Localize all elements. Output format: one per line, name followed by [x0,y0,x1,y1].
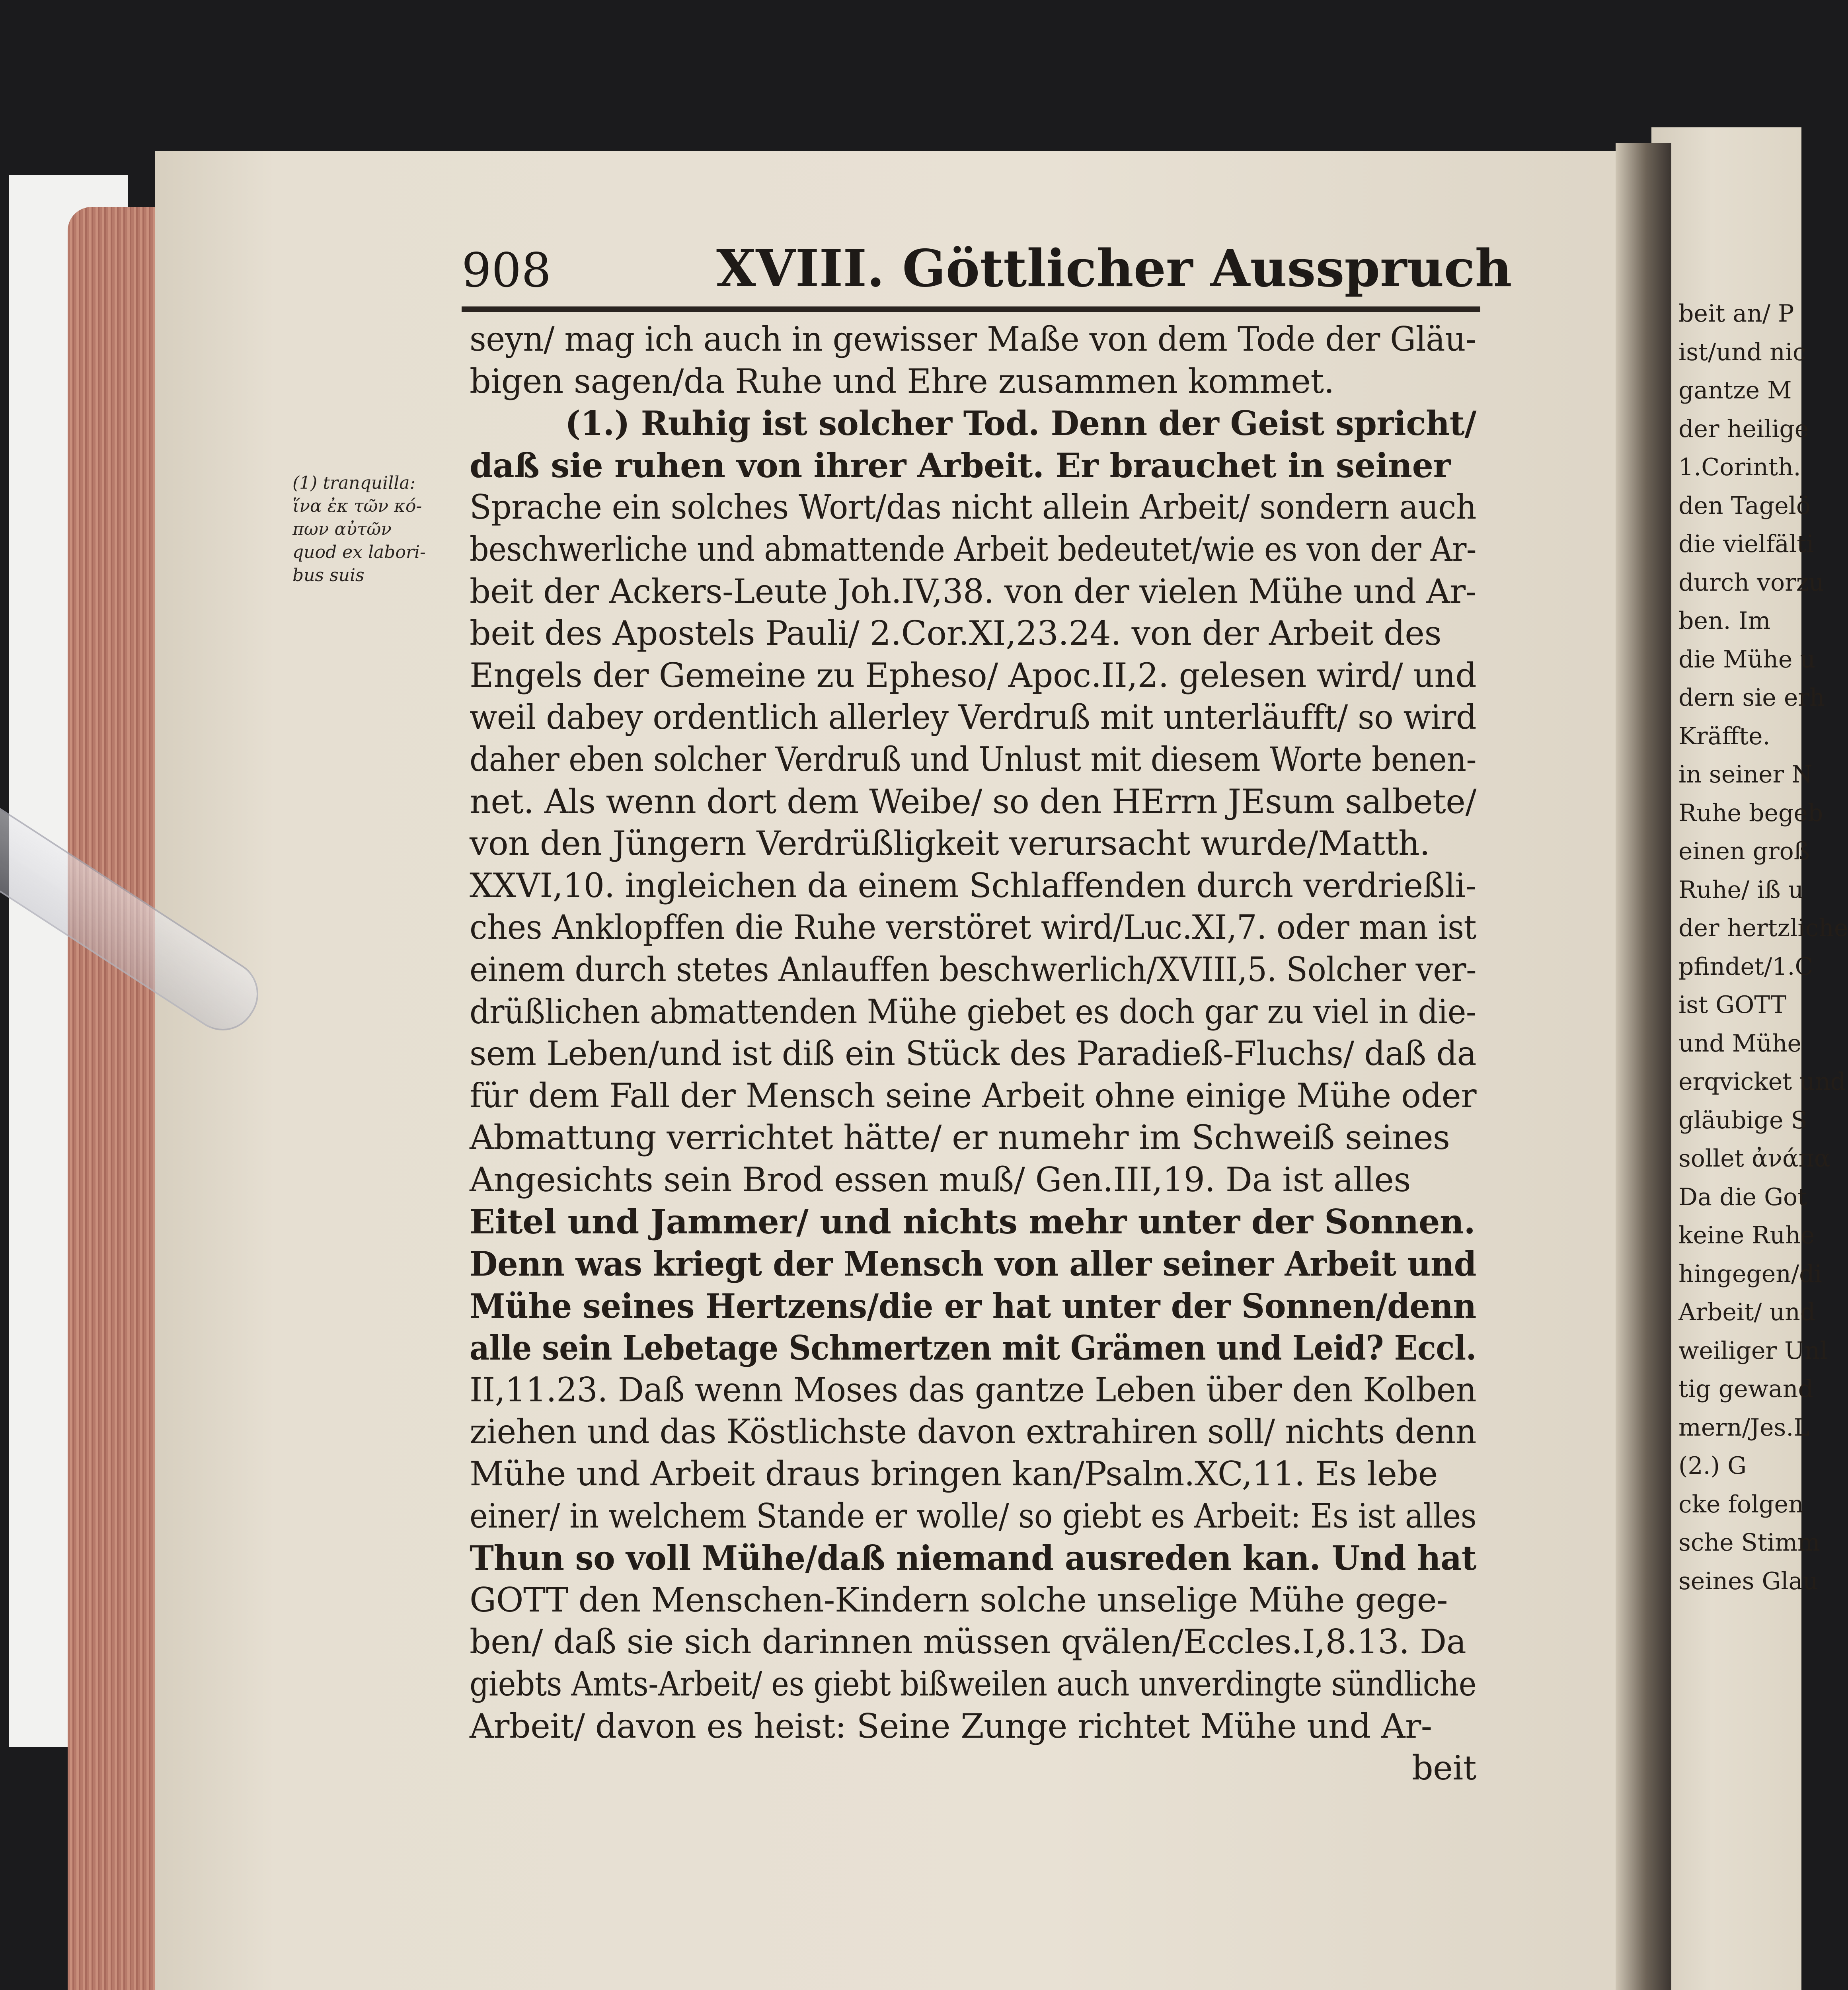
facing-text-line: die vielfälti [1678,530,1814,558]
facing-text-line: Ruhe/ iß u [1678,876,1804,904]
catchword: beit [1411,1748,1476,1788]
facing-text-line: mern/Jes.L [1678,1413,1810,1442]
marginal-note-line: πων αὐτῶν [292,519,392,539]
facing-text-line: ben. Im [1678,607,1771,635]
facing-text-line: durch vorzu [1678,568,1825,597]
text-line: Eitel und Jammer/ und nichts mehr unter der Sonnen. [470,1202,1476,1242]
facing-text-line: beit an/ P [1678,300,1794,328]
text-line: ziehen und das Köstlichste davon extrahiren soll/ nichts denn [470,1412,1477,1452]
page-number: 908 [462,243,552,298]
facing-text-line: (2.) G [1678,1452,1747,1480]
facing-text-line: den Tagelö [1678,492,1811,520]
facing-text-line: dern sie erh [1678,684,1825,712]
marginal-note-line: ἵνα ἐκ τῶν κό- [292,496,422,516]
facing-text-line: der heilige [1678,415,1809,443]
marginal-note-line: bus suis [292,565,365,585]
running-title: XVIII. Göttlicher Ausspruch [716,239,1512,298]
facing-text-line: pfindet/1.C [1678,952,1813,981]
text-line: ben/ daß sie sich darinnen müssen qvälen/Eccles.I,8.13. Da [470,1622,1466,1662]
facing-text-line: 1.Corinth. [1678,453,1801,481]
text-line: daß sie ruhen von ihrer Arbeit. Er brauchet in seiner [470,445,1451,485]
page-header [462,239,1512,310]
text-line: für dem Fall der Mensch seine Arbeit ohne einige Mühe oder [470,1076,1477,1115]
body-text [470,318,1476,1789]
facing-text-line: tig gewand [1678,1375,1813,1403]
text-line: bigen sagen/da Ruhe und Ehre zusammen kommet. [470,361,1334,401]
text-line: beit der Ackers-Leute Joh.IV,38. von der vielen Mühe und Ar- [470,572,1477,611]
text-line: einem durch stetes Anlauffen beschwerlich/XVIII,5. Solcher ver- [470,950,1477,989]
facing-page-text [1678,295,1848,1600]
text-line: einer/ in welchem Stande er wolle/ so giebt es Arbeit: Es ist alles [470,1496,1477,1535]
facing-text-line: die Mühe u [1678,645,1816,673]
text-line: ches Anklopffen die Ruhe verstöret wird/Luc.XI,7. oder man ist [470,908,1477,947]
facing-text-line: der hertzliche [1678,914,1848,942]
book-gutter [1616,143,1671,1990]
marginal-note [292,472,468,587]
marginal-note-line: quod ex labori- [292,542,426,562]
text-line: von den Jüngern Verdrüßligkeit verursacht wurde/Matth. [470,824,1430,863]
text-line: seyn/ mag ich auch in gewisser Maße von dem Tode der Gläu- [470,320,1476,359]
text-line: Engels der Gemeine zu Epheso/ Apoc.II,2. gelesen wird/ und [470,656,1477,695]
facing-text-line: gläubige S [1678,1106,1807,1134]
facing-text-line: sollet ἀνάπα [1678,1145,1830,1173]
text-line: (1.) Ruhig ist solcher Tod. Denn der Geist spricht/ [565,404,1476,443]
header-rule [462,306,1480,312]
facing-text-line: Ruhe begeb [1678,799,1823,827]
text-line: Sprache ein solches Wort/das nicht allein Arbeit/ sondern auch [470,488,1476,527]
facing-text-line: hingegen/di [1678,1260,1822,1288]
text-line: XXVI,10. ingleichen da einem Schlaffenden durch verdrießli- [470,866,1476,905]
facing-text-line: in seiner N [1678,761,1813,788]
marginal-note-line: (1) tranquilla: [292,473,416,493]
text-line: sem Leben/und ist diß ein Stück des Paradieß-Fluchs/ daß da [470,1034,1477,1073]
text-line: daher eben solcher Verdruß und Unlust mit diesem Worte benen- [470,739,1477,779]
facing-text-line: ist GOTT [1678,991,1787,1019]
text-line: II,11.23. Daß wenn Moses das gantze Leben über den Kolben [470,1370,1477,1409]
text-line: beit des Apostels Pauli/ 2.Cor.XI,23.24. von der Arbeit des [470,614,1442,653]
text-line: beschwerliche und abmattende Arbeit bedeutet/wie es von der Ar- [470,529,1477,569]
text-line: weil dabey ordentlich allerley Verdruß mit unterläufft/ so wird [470,698,1477,737]
text-line: Mühe und Arbeit draus bringen kan/Psalm.XC,11. Es lebe [470,1454,1438,1494]
text-line: drüßlichen abmattenden Mühe giebet es doch gar zu viel in die- [470,992,1476,1031]
facing-text-line: seines Glau [1678,1567,1819,1595]
facing-text-line: sche Stimm [1678,1529,1820,1557]
text-line: giebts Amts-Arbeit/ es giebt bißweilen auch unverdingte sündliche [470,1664,1476,1703]
facing-text-line: und Mühe [1678,1029,1801,1057]
facing-text-line: erqvicket und [1678,1068,1846,1096]
text-line: Angesichts sein Brod essen muß/ Gen.III,19. Da ist alles [470,1160,1411,1199]
facing-text-line: einen groß [1678,837,1810,865]
text-line: net. Als wenn dort dem Weibe/ so den HErrn JEsum salbete/ [470,782,1476,821]
facing-text-line: Arbeit/ und [1678,1298,1816,1326]
facing-text-line: ist/und nic [1678,338,1806,366]
text-line: Arbeit/ davon es heist: Seine Zunge richtet Mühe und Ar- [470,1706,1432,1746]
facing-text-line: cke folgen [1678,1490,1804,1518]
facing-text-line: Kräffte. [1678,722,1770,750]
facing-text-line: Da die Got [1678,1183,1807,1211]
text-line: Abmattung verrichtet hätte/ er numehr im Schweiß seines [470,1118,1450,1157]
text-line: Mühe seines Hertzens/die er hat unter der Sonnen/denn [470,1286,1476,1326]
text-line: alle sein Lebetage Schmertzen mit Grämen und Leid? Eccl. [470,1328,1477,1368]
facing-text-line: gantze M [1678,377,1792,404]
text-line: Denn was kriegt der Mensch von aller seiner Arbeit und [470,1244,1477,1284]
facing-text-line: keine Ruhe [1678,1221,1815,1249]
text-line: Thun so voll Mühe/daß niemand ausreden kan. Und hat [470,1538,1477,1578]
text-line: GOTT den Menschen-Kindern solche unselige Mühe gege- [470,1580,1448,1619]
facing-text-line: weiliger Unl [1678,1336,1828,1365]
